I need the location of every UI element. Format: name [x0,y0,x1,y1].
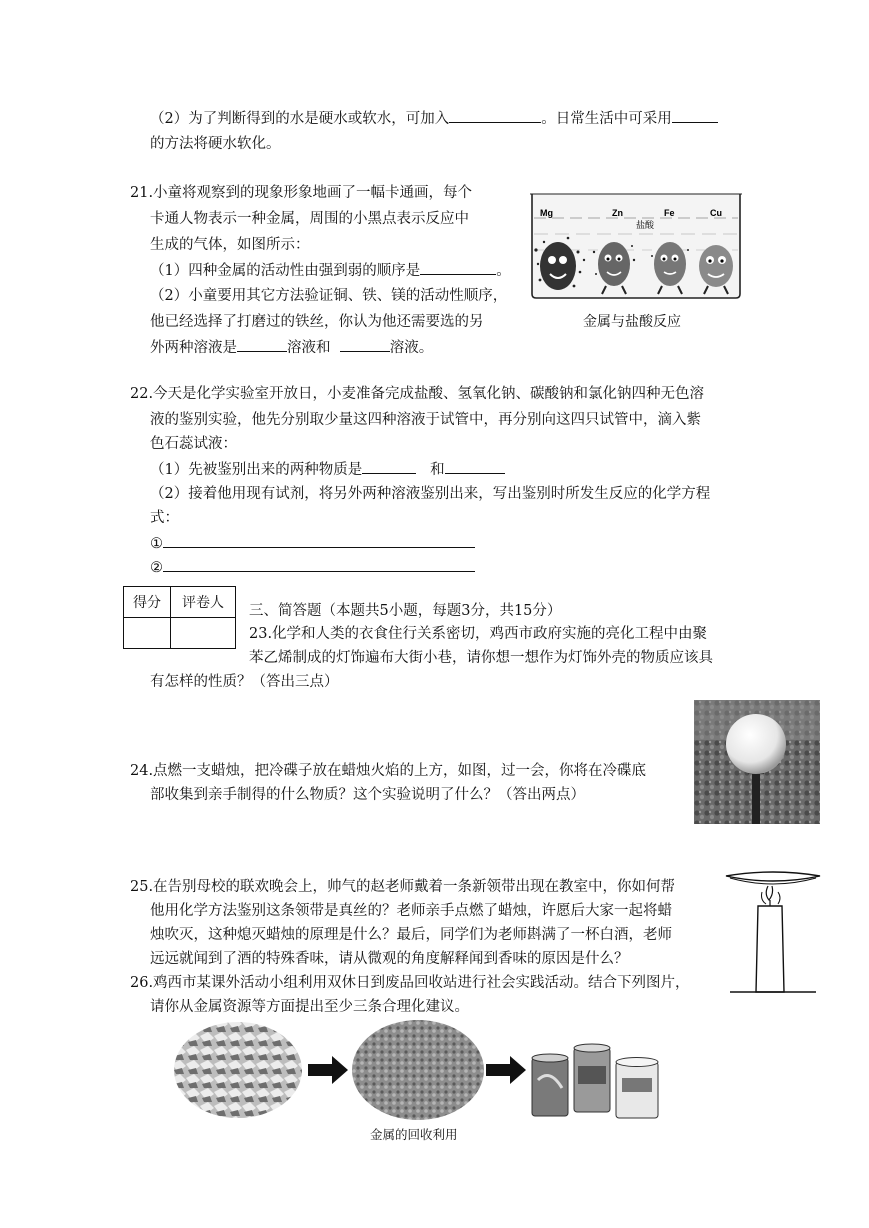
q22-eq1-marker: ① [150,536,163,552]
q21-line-1: 21.小童将观察到的现象形象地画了一幅卡通画，每个 [130,185,473,201]
q21-sub2-text-c: 溶液。 [389,340,434,356]
q22-blank-equation-2[interactable] [163,557,475,572]
score-cell[interactable] [124,618,171,649]
score-table [123,586,236,649]
q26-line-2: 请你从金属资源等方面提出至少三条合理化建议。 [150,999,469,1015]
q22-line-5: （2）接着他用现有试剂，将另外两种溶液鉴别出来，写出鉴别时所发生反应的化学方程 [150,486,711,502]
q21-sub2-text-a: 外两种溶液是 [150,340,237,356]
figure-caption-recycling: 金属的回收利用 [370,1127,458,1142]
q20-line-1 [150,108,718,129]
grader-header: 评卷人 [171,587,236,618]
q20-blank-method[interactable] [672,108,718,123]
q23-line-3: 有怎样的性质？（答出三点） [150,674,339,690]
q25-line-1: 25.在告别母校的联欢晚会上，帅气的赵老师戴着一条新领带出现在教室中，你如何帮 [130,879,676,895]
q21-blank-solution-1[interactable] [237,337,287,352]
metal-label-cu: Cu [710,208,722,218]
q22-line-6: 式： [150,510,179,526]
figure-caption-metals-acid: 金属与盐酸反应 [583,314,681,330]
metal-label-zn: Zn [612,208,623,218]
q23-line-1: 23.化学和人类的衣食住行关系密切，鸡西市政府实施的亮化工程中由聚 [249,626,708,642]
metals-in-acid-figure [528,190,744,302]
q20-text-b: 。日常生活中可采用 [541,111,672,127]
metal-cans-image [532,1044,658,1118]
q20-line-2: 的方法将硬水软化。 [150,136,281,152]
scrap-metal-image [174,1022,302,1118]
q22-equation-2 [150,557,475,578]
q22-blank-substance-2[interactable] [445,459,505,474]
q21-line-6: 他已经选择了打磨过的铁丝，你认为他还需要选的另 [150,314,484,330]
acid-label: 盐酸 [636,221,655,231]
q22-equation-1 [150,533,475,554]
q22-line-2: 液的鉴别实验，他先分别取少量这四种溶液于试管中，再分别向这四只试管中，滴入紫 [150,412,701,428]
arrow-right-icon-2 [486,1056,526,1084]
q22-line-3: 色石蕊试液： [150,436,237,452]
q26-line-1: 26.鸡西市某课外活动小组利用双休日到废品回收站进行社会实践活动。结合下列图片， [130,975,690,991]
q20-blank-reagent[interactable] [449,108,541,123]
q21-sub1-end: 。 [496,263,511,279]
q20-text-a: （2）为了判断得到的水是硬水或软水，可加入 [150,111,450,127]
candle-cold-plate-diagram [722,864,824,998]
q21-sub1-text: （1）四种金属的活动性由强到弱的顺序是 [150,263,421,279]
q22-blank-equation-1[interactable] [163,533,475,548]
q22-line-4 [150,459,505,480]
q21-line-2: 卡通人物表示一种金属，周围的小黑点表示反应中 [150,211,469,227]
score-header: 得分 [124,587,171,618]
q22-sub1-text: （1）先被鉴别出来的两种物质是 [150,462,363,478]
q22-line-1: 22.今天是化学实验室开放日，小麦准备完成盐酸、氢氧化钠、碳酸钠和氯化钠四种无色溶 [130,386,705,402]
arrow-right-icon [308,1056,348,1084]
street-lamp-photo [694,700,820,824]
q22-eq2-marker: ② [150,560,163,576]
q21-sub2-text-b: 溶液和 [287,340,331,356]
metal-label-mg: Mg [540,208,553,218]
q22-sub1-and: 和 [430,462,445,478]
q21-line-5: （2）小童要用其它方法验证铜、铁、镁的活动性顺序， [150,288,508,304]
q24-line-2: 部收集到亲手制得的什么物质？这个实验说明了什么？（答出两点） [150,787,585,803]
metal-recycling-figure [172,1018,664,1122]
q25-line-2: 他用化学方法鉴别这条领带是真丝的？老师亲手点燃了蜡烛，许愿后大家一起将蜡 [150,903,672,919]
q21-line-4 [150,260,511,281]
q21-line-3: 生成的气体，如图所示： [150,237,310,253]
q21-blank-solution-2[interactable] [340,337,390,352]
q23-line-2: 苯乙烯制成的灯饰遍布大街小巷，请你想一想作为灯饰外壳的物质应该具 [249,650,713,666]
q21-blank-order[interactable] [420,260,496,275]
q22-blank-substance-1[interactable] [362,459,416,474]
q24-line-1: 24.点燃一支蜡烛，把冷碟子放在蜡烛火焰的上方，如图，过一会，你将在冷碟底 [130,763,647,779]
q25-line-3: 烛吹灭，这种熄灭蜡烛的原理是什么？最后，同学们为老师斟满了一杯白酒，老师 [150,927,672,943]
q21-line-7 [150,337,433,358]
section-3-heading: 三、简答题（本题共5小题，每题3分，共15分） [249,603,562,619]
metal-label-fe: Fe [664,208,675,218]
grader-cell[interactable] [171,618,236,649]
q25-line-4: 远远就闻到了酒的特殊香味，请从微观的角度解释闻到香味的原因是什么？ [150,951,629,967]
crushed-metal-image [352,1020,484,1120]
